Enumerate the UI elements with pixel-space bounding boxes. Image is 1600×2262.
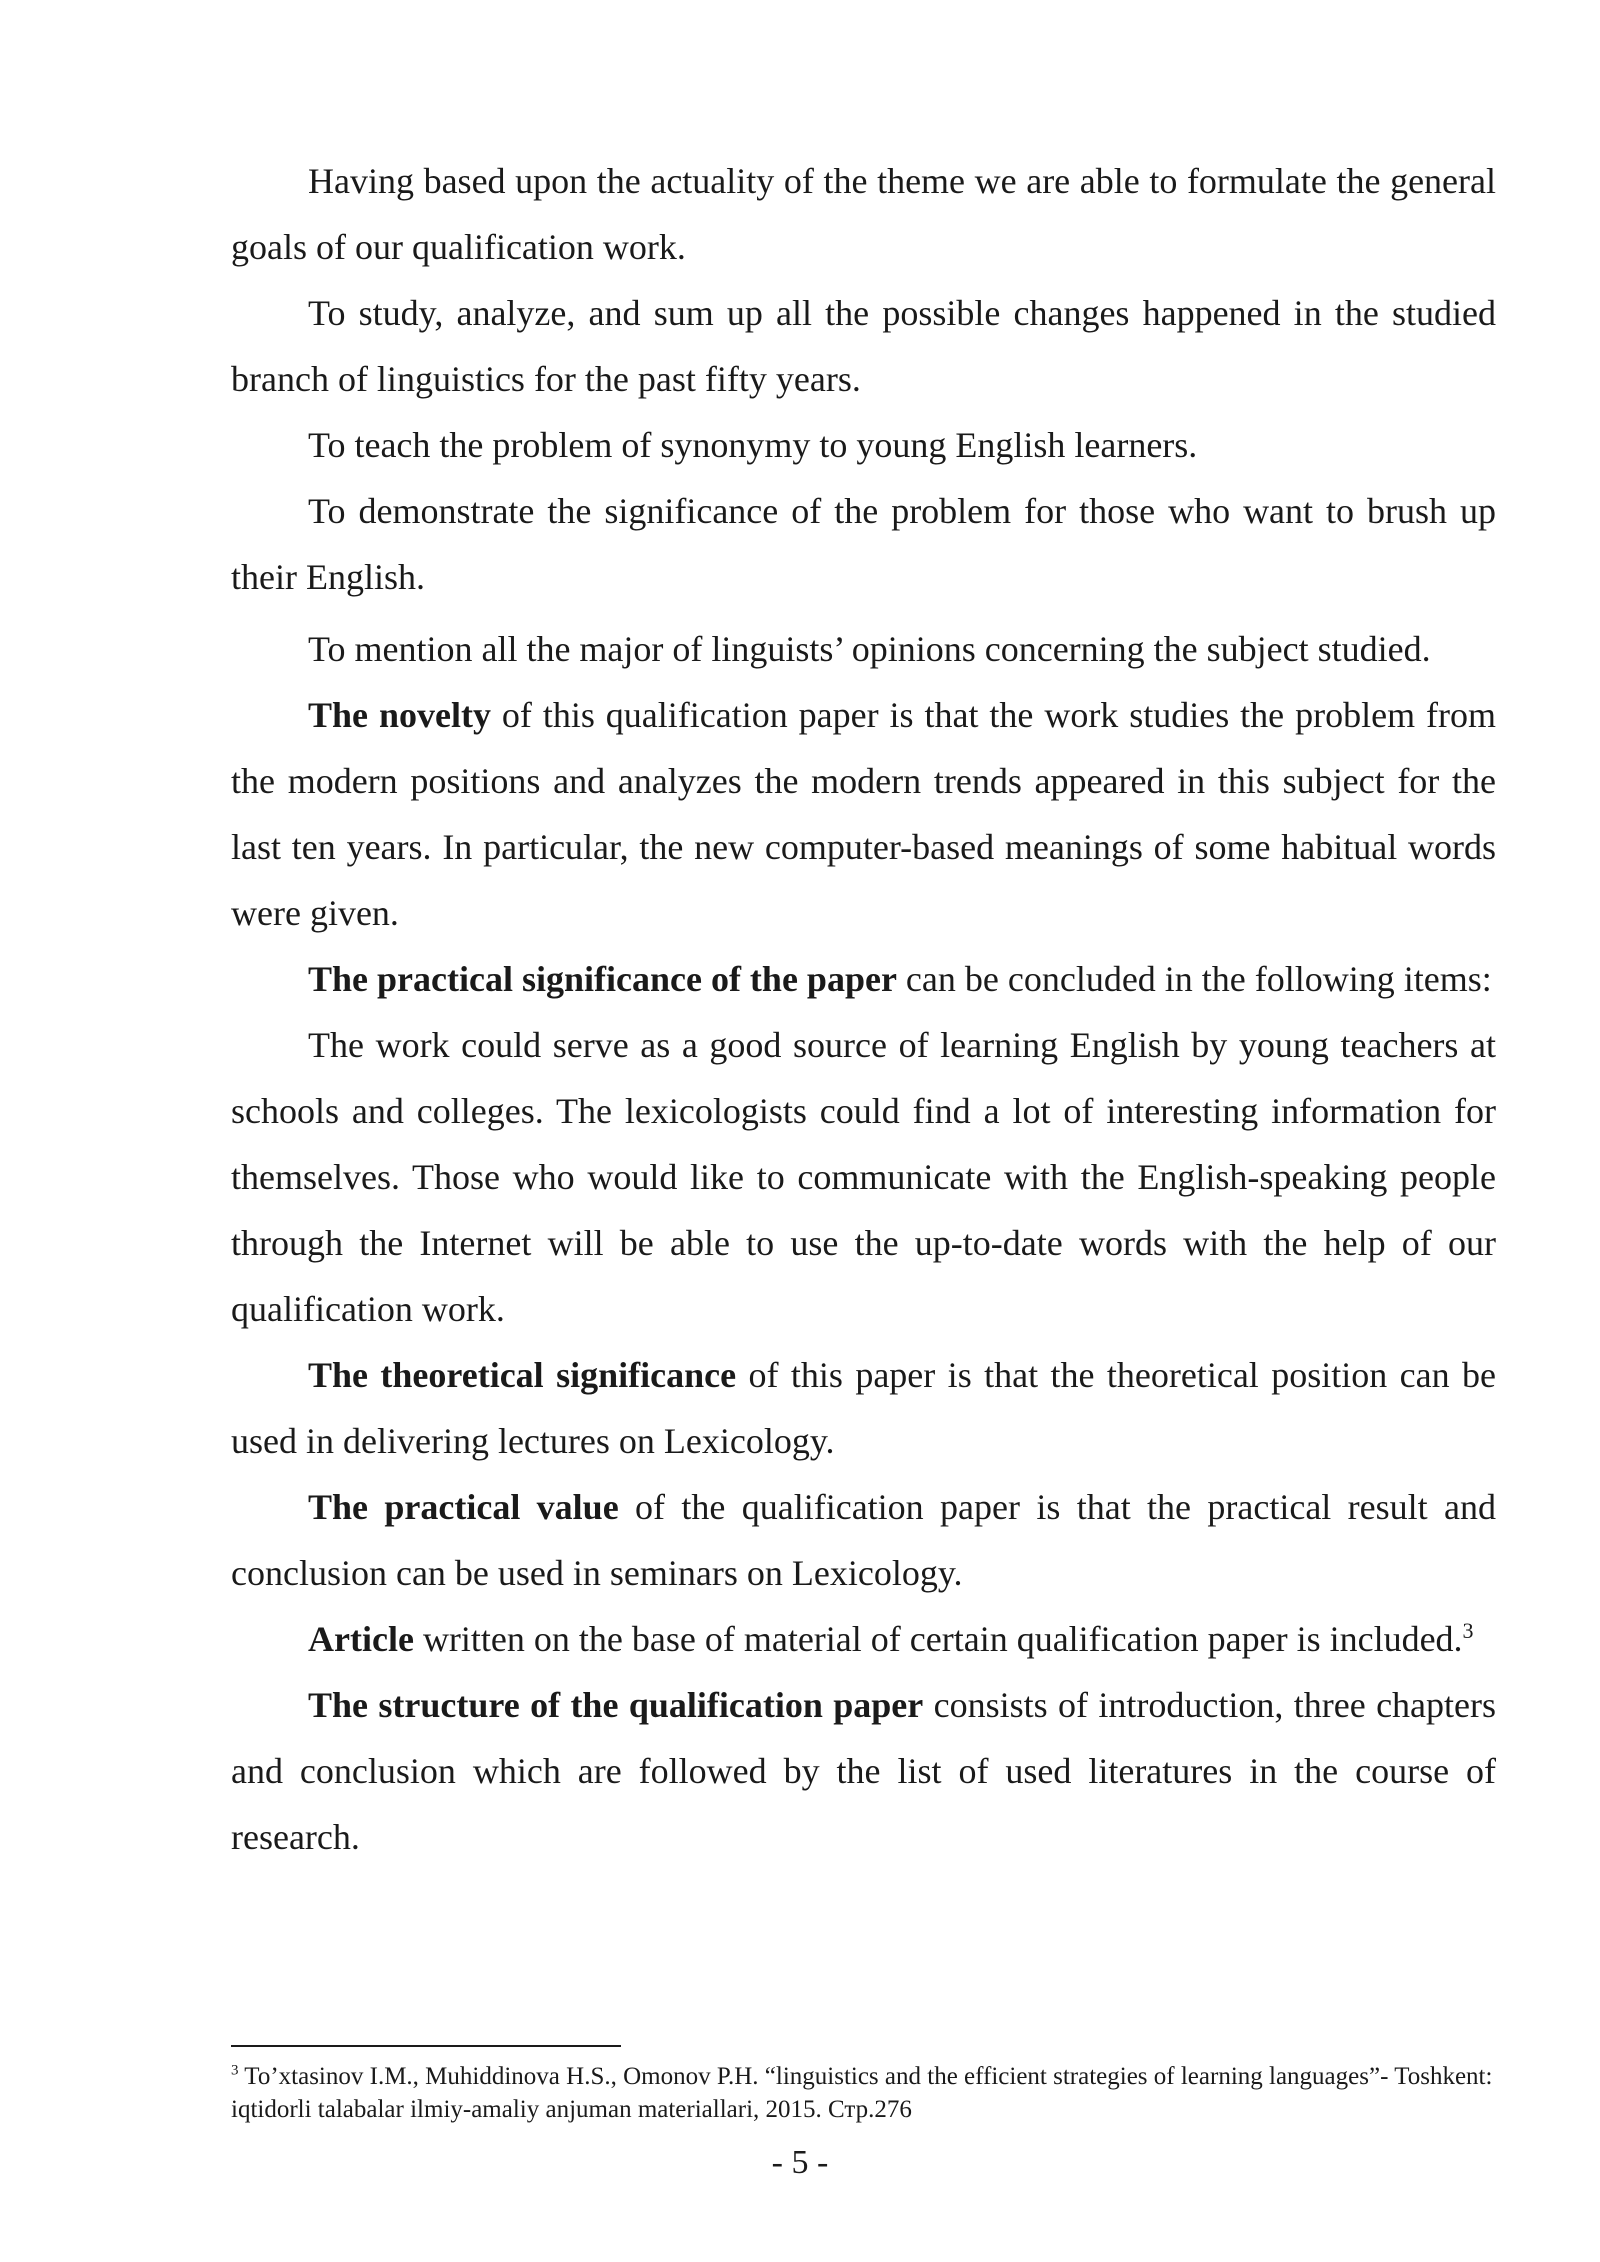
paragraph-theoretical-significance (231, 1342, 1496, 1474)
paragraph-lead: The novelty (308, 695, 491, 735)
paragraph-practical-value (231, 1474, 1496, 1606)
paragraph-text: The work could serve as a good source of learning English by young teachers at schools and colleges. The lexicologists could find a lot of interesting information for themselves. Those who would like to communicate with the English-speaking people through the Internet will be able to use the up-to-date words with the help of our qualification work. (231, 1025, 1496, 1329)
footnote-text: To’xtasinov I.M., Muhiddinova H.S., Omonov P.H. “linguistics and the efficient strategies of learning languages”- Toshkent: iqtidorli talabalar ilmiy-amaliy anjuman materiallari, 2015. Стр.276 (231, 2063, 1493, 2123)
paragraph (231, 616, 1496, 682)
paragraph-lead: The structure of the qualification paper (308, 1685, 924, 1725)
paragraph-practical-significance (231, 946, 1496, 1012)
paragraph (231, 280, 1496, 412)
paragraph-lead: The practical significance of the paper (308, 959, 897, 999)
paragraph-text: of this qualification paper is that the work studies the problem from the modern positions and analyzes the modern trends appeared in this subject for the last ten years. In particular, the new computer-based meanings of some habitual words were given. (231, 695, 1496, 933)
paragraph-structure (231, 1672, 1496, 1870)
paragraph-text: To study, analyze, and sum up all the possible changes happened in the studied branch of linguistics for the past fifty years. (231, 293, 1496, 399)
paragraph-article (231, 1606, 1496, 1672)
paragraph-text: To mention all the major of linguists’ opinions concerning the subject studied. (308, 629, 1431, 669)
paragraph-text: of this paper is that the theoretical position can be used in delivering lectures on Lexicology. (231, 1355, 1496, 1461)
paragraph-lead: The practical value (308, 1487, 619, 1527)
paragraph (231, 478, 1496, 610)
paragraph-text: of the qualification paper is that the practical result and conclusion can be used in seminars on Lexicology. (231, 1487, 1496, 1593)
paragraph (231, 148, 1496, 280)
footnote (231, 2060, 1496, 2126)
paragraph-text: To teach the problem of synonymy to young English learners. (308, 425, 1198, 465)
paragraph-text: consists of introduction, three chapters and conclusion which are followed by the list of used literatures in the course of research. (231, 1685, 1497, 1857)
footnote-reference[interactable]: 3 (1462, 1618, 1474, 1643)
paragraph-lead: The theoretical significance (308, 1355, 737, 1395)
footnote-number: 3 (231, 2062, 239, 2079)
paragraph-text: To demonstrate the significance of the problem for those who want to brush up their English. (231, 491, 1496, 597)
paragraph-text: written on the base of material of certain qualification paper is included. (413, 1619, 1463, 1659)
paragraph-text: Having based upon the actuality of the theme we are able to formulate the general goals of our qualification work. (231, 161, 1496, 267)
paragraph-lead: Article (308, 1619, 414, 1659)
body-text (231, 148, 1496, 1870)
paragraph-text: can be concluded in the following items: (896, 959, 1492, 999)
paragraph-novelty (231, 682, 1496, 946)
paragraph (231, 1012, 1496, 1342)
page-number: - 5 - (771, 2144, 829, 2181)
footnote-separator (231, 2045, 621, 2047)
paragraph (231, 412, 1496, 478)
